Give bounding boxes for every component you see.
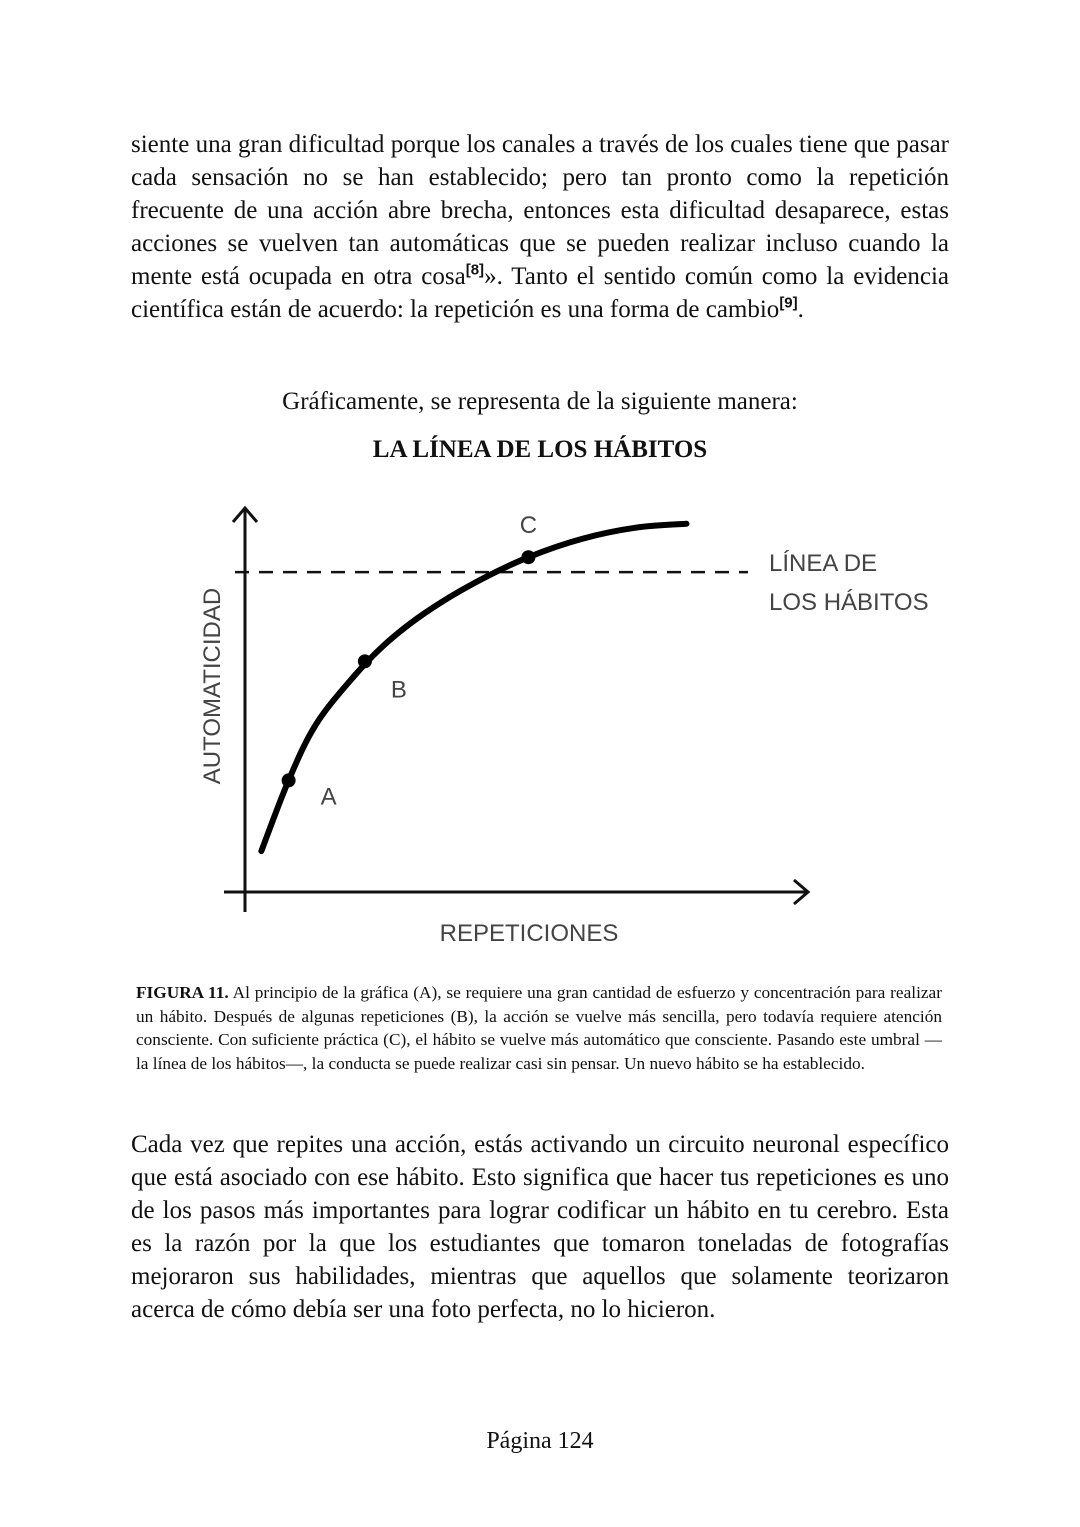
footnote-ref-9[interactable]: [9] <box>779 294 798 312</box>
caption-text: Al principio de la gráfica (A), se requiere una gran cantidad de esfuerzo y concentración para realizar un hábito. Después de algunas repeticiones (B), la acción se vuelve más sencilla, pero todavía requiere atención consciente. Con suficiente práctica (C), el hábito se vuelve más automático que consciente. Pasando este umbral —la línea de los hábitos—, la conducta se puede realizar casi sin pensar. Un nuevo hábito se ha establecido. <box>136 983 942 1073</box>
x-axis-label: REPETICIONES <box>439 920 619 947</box>
paragraph-text: siente una gran dificultad porque los canales a través de los cuales tiene que pasar cada sensación no se han establecido; pero tan pronto como la repetición frecuente de una acción abre brecha, entonces esta dificultad desaparece, estas acciones se vuelven tan automáticas que se pueden realizar incluso cuando la mente está ocupada en otra cosa <box>131 131 949 290</box>
figure-intro: Gráficamente, se representa de la siguiente manera: <box>282 388 798 415</box>
figure-title: LA LÍNEA DE LOS HÁBITOS <box>372 436 708 463</box>
figure-caption <box>136 981 942 1075</box>
footnote-ref-8[interactable]: [8] <box>465 261 485 279</box>
body-paragraph-2: Cada vez que repites una acción, estás activando un circuito neuronal específico que está asociado con ese hábito. Esto significa que hacer tus repeticiones es uno de los pasos más importantes para lograr codificar un hábito en tu cerebro. Esta es la razón por la que los estudiantes que tomaron toneladas de fotografías mejoraron sus habilidades, mientras que aquellos que solamente teorizaron acerca de cómo debía ser una foto perfecta, no lo hicieron. <box>131 1131 949 1323</box>
point-b-marker <box>358 654 372 668</box>
body-paragraph-2-container <box>131 1128 949 1326</box>
point-a-marker <box>282 773 296 787</box>
point-a-label: A <box>320 783 337 811</box>
page-number: Página 124 <box>486 1428 594 1454</box>
paragraph-text: ». Tanto el sentido común como la evidencia científica están de acuerdo: la repetición es una forma de cambio <box>131 263 950 323</box>
y-axis-label: AUTOMATICIDAD <box>199 587 226 785</box>
point-c-label: C <box>519 512 538 540</box>
point-c-marker <box>521 550 535 564</box>
threshold-label-line2: LOS HÁBITOS <box>769 589 929 617</box>
point-b-label: B <box>390 676 407 704</box>
paragraph-text: . <box>797 296 804 323</box>
threshold-label-line1: LÍNEA DE <box>769 550 878 578</box>
caption-label: FIGURA 11. <box>136 983 229 1002</box>
